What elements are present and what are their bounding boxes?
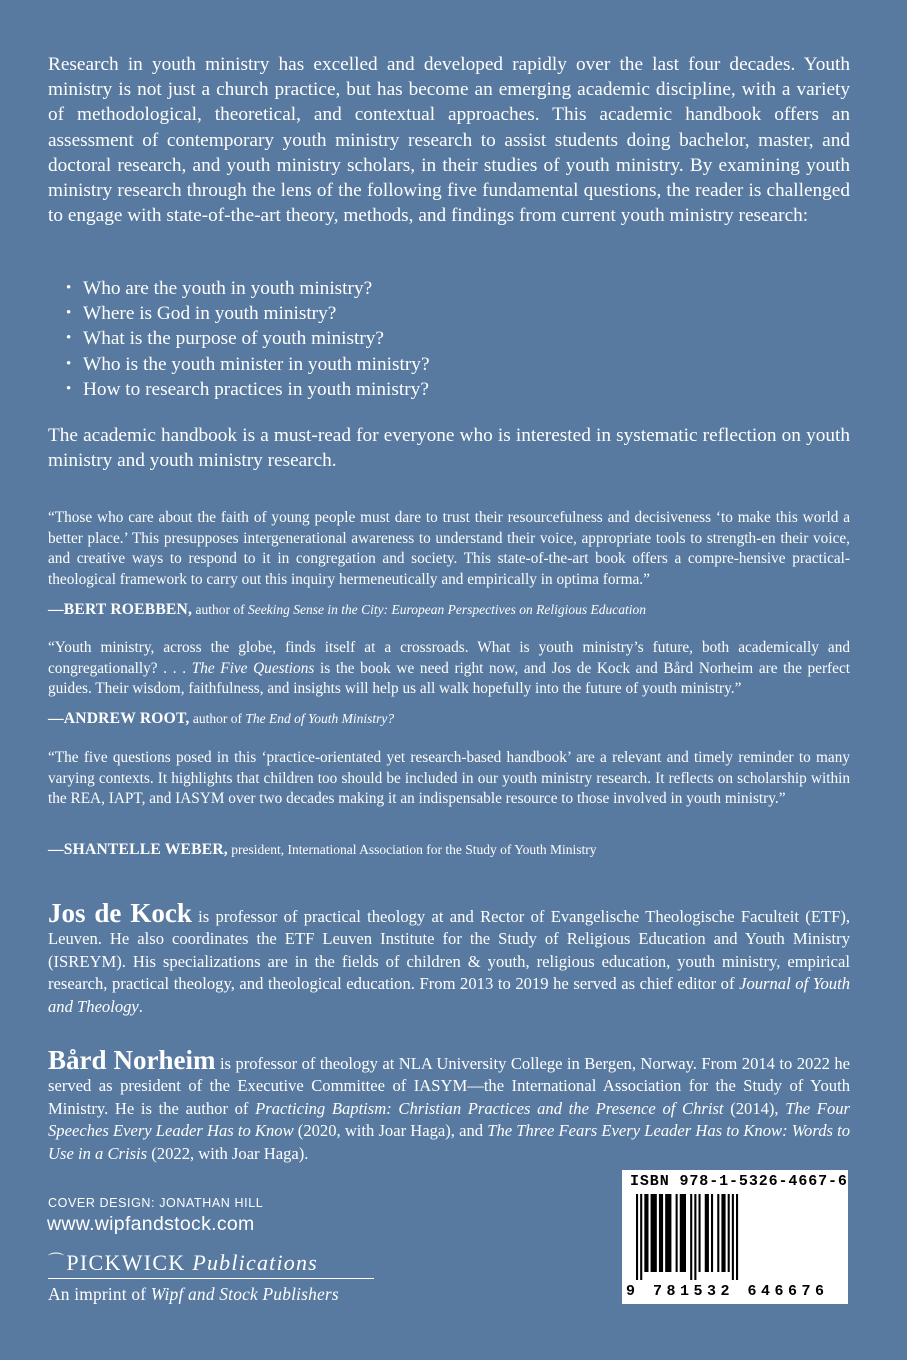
list-item: [66, 326, 766, 351]
endorser-role: author of: [192, 602, 248, 617]
barcode-digits: 9 781532 646676: [626, 1283, 829, 1300]
endorsement-attribution-root: [48, 710, 850, 728]
bullet-icon: •: [66, 305, 72, 322]
author-name: Bård Norheim: [48, 1045, 216, 1075]
endorser-name: —ANDREW ROOT,: [48, 710, 190, 727]
list-item: [66, 276, 766, 301]
author-name: Jos de Kock: [48, 898, 192, 928]
publisher-logo: [48, 1250, 374, 1279]
endorsement-attribution-weber: [48, 841, 850, 859]
cover-design-credit: COVER DESIGN: JONATHAN HILL: [48, 1196, 264, 1210]
quote-book-title: The Five Questions: [191, 659, 315, 677]
question-5: How to research practices in youth ministry?: [83, 378, 429, 400]
isbn-number: ISBN 978-1-5326-4667-6: [630, 1173, 848, 1190]
endorser-role: president, International Association for the Study of Youth Ministry: [227, 842, 597, 857]
endorser-role: author of: [189, 711, 246, 726]
endorser-work: Seeking Sense in the City: European Perspectives on Religious Education: [247, 602, 646, 617]
book-description-closing: The academic handbook is a must-read for everyone who is interested in systematic reflection on youth ministry and youth ministry research.: [48, 425, 850, 472]
imprint-prefix: An imprint of: [48, 1284, 151, 1304]
bio-text: (2020, with Joar Haga), and: [293, 1121, 488, 1141]
journal-title: Journal of Youth and Theology: [48, 974, 850, 1016]
imprint-name: Wipf and Stock Publishers: [150, 1284, 339, 1304]
book-title: The Four Speeches Every Leader Has to Know: [48, 1098, 850, 1141]
bio-text: .: [138, 996, 143, 1016]
endorsement-quote-root: [48, 638, 850, 700]
bullet-icon: •: [66, 280, 72, 296]
question-4: Who is the youth minister in youth ministry?: [83, 353, 430, 375]
question-1: Who are the youth in youth ministry?: [83, 278, 373, 299]
bullet-icon: •: [66, 380, 72, 397]
publisher-website[interactable]: www.wipfandstock.com: [47, 1213, 255, 1235]
book-title: The Three Fears Every Leader Has to Know: Words to Use in a Crisis: [48, 1121, 851, 1163]
endorsement-attribution-roebben: [48, 601, 850, 619]
book-title: Practicing Baptism: Christian Practices and the Presence of Christ: [255, 1098, 724, 1118]
list-item: [66, 377, 766, 402]
quote-text: is the book we need right now, and Jos de Kock and Bård Norheim are the perfect guides. Their wisdom, faithfulness, and insights will help us all walk hopefully into the future of youth ministry.”: [48, 659, 850, 698]
endorsement-quote-roebben: “Those who care about the faith of young people must dare to trust their resourcefulness and decisiveness ‘to make this world a better place.’ This presupposes intergenerational awareness to understand their voice, appropriate tools to strength-en their voice, and creative ways to respond to it in congregation and society. This state-of-the-art book offers a compre-hensive practical-theological framework to carry out this inquiry hermeneutically and empirically in optima forma.”: [48, 509, 850, 588]
bio-text: (2014),: [723, 1098, 786, 1118]
endorser-name: —BERT ROEBBEN,: [48, 601, 193, 618]
list-item: [66, 301, 766, 326]
bio-text: is professor of practical theology at and Rector of Evangelische Theologische Faculteit (ETF), Leuven. He also coordinates the ETF Leuven Institute for the Study of Religious Education and Youth Ministry (ISREYM). His specializations are in the fields of children & youth, religious education, youth ministry, empirical research, practical theology, and theological education. From 2013 to 2019 he served as chief editor of: [48, 907, 851, 994]
publisher-mark: PICKWICK: [66, 1250, 186, 1275]
imprint-line: [48, 1284, 339, 1305]
author-bio-de-kock: [48, 898, 851, 1018]
bullet-icon: •: [66, 355, 72, 372]
book-description: Research in youth ministry has excelled and developed rapidly over the last four decades. Youth ministry is not just a church practice, but has become an emerging academic discipline, with a variety of methodological, theoretical, and contextual approaches. This academic handbook offers an assessment of contemporary youth ministry research to assist students doing bachelor, master, and doctoral research, and youth ministry scholars, in their studies of youth ministry. By examining youth ministry research through the lens of the following five fundamental questions, the reader is challenged to engage with state-of-the-art theory, methods, and findings from current youth ministry research:: [48, 54, 850, 227]
quote-text: “Youth ministry, across the globe, finds itself at a crossroads. What is youth ministry’s future, both academically and congregationally? . . .: [48, 639, 850, 677]
endorsement-quote-weber: “The five questions posed in this ‘practice-orientated yet research-based handbook’ are a relevant and timely reminder to many varying contexts. It highlights that children too should be included in our youth ministry research. It reflects on scholarship within the REA, IAPT, and IASYM over two decades making it an indispensable resource to those involved in youth ministry.”: [48, 749, 850, 808]
question-3: What is the purpose of youth ministry?: [83, 328, 384, 350]
endorser-work: The End of Youth Ministry?: [245, 711, 395, 726]
publisher-swoosh-icon: ⌒: [48, 1253, 66, 1270]
barcode-bars-icon: [636, 1194, 836, 1280]
publisher-word: Publications: [192, 1250, 318, 1275]
endorser-name: —SHANTELLE WEBER,: [48, 841, 228, 858]
list-item: [66, 352, 766, 377]
question-2: Where is God in youth ministry?: [83, 303, 337, 325]
bio-text: is professor of theology at NLA University College in Bergen, Norway. From 2014 to 2022 he served as president of the Executive Committee of IASYM—the International Association for the Study of Youth Ministry. He is the author of: [48, 1054, 850, 1118]
bullet-icon: •: [66, 330, 72, 347]
bio-text: (2022, with Joar Haga).: [147, 1143, 309, 1163]
five-questions-list: [66, 276, 766, 402]
isbn-barcode: [622, 1170, 848, 1304]
author-bio-norheim: [48, 1045, 851, 1165]
